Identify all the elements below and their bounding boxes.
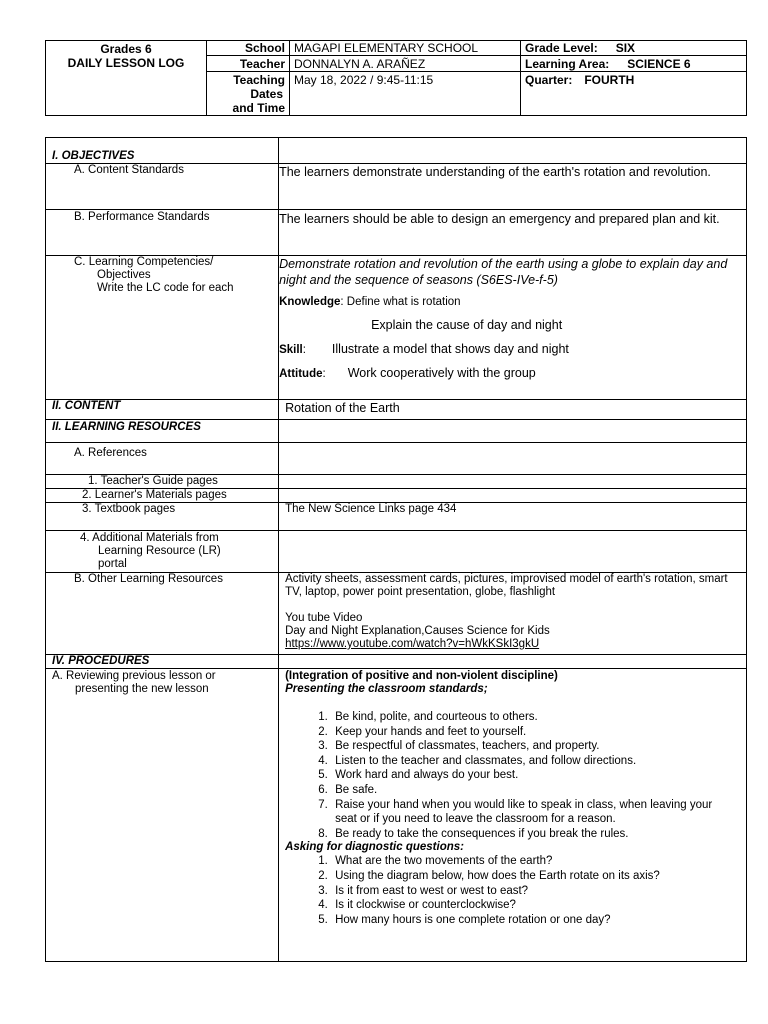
teaching-dates-value: May 18, 2022 / 9:45-11:15 [290,72,521,116]
classroom-standards-list [285,710,738,841]
learning-area-cell [521,56,747,72]
video-title: You tube Video [285,612,363,624]
integration-note: (Integration of positive and non-violent discipline) [285,670,558,682]
school-label: School [207,41,290,56]
competencies-value-cell [279,256,747,400]
list-item: 5. Work hard and always do your best. [331,768,738,783]
log-title: DAILY LESSON LOG [67,56,185,70]
list-item: 7. Raise your hand when you would like to speak in class, when leaving your seat or if you need to leave the classroom for a reason. [331,798,738,827]
grade-title: Grades 6 [100,42,152,56]
performance-standards-label: B. Performance Standards [74,211,210,223]
header-table [45,40,747,116]
additional-label-2: Learning Resource (LR) [98,545,221,557]
teaching-dates-label: Teaching Dates and Time [207,72,290,116]
log-title-cell [46,41,207,116]
additional-label-cell [46,531,279,573]
list-item: 4. Listen to the teacher and classmates, and follow directions. [331,754,738,769]
objectives-heading-right [279,138,747,164]
grade-level-cell [521,41,747,56]
objectives-heading-cell [46,138,279,164]
list-item: 8. Be ready to take the consequences if you break the rules. [331,827,738,842]
textbook-label-cell [46,503,279,531]
presenting-standards: Presenting the classroom standards; [285,683,488,695]
content-standards-label: A. Content Standards [74,164,184,176]
competencies-statement: Demonstrate rotation and revolution of the earth using a globe to explain day and night and the sequence of seasons (S6ES-IVe-f-5) [279,257,728,287]
references-value [279,443,747,475]
other-resources-label: B. Other Learning Resources [74,573,223,585]
list-item: 4. Is it clockwise or counterclockwise? [331,898,738,913]
list-item: 5. How many hours is one complete rotation or one day? [331,913,738,928]
list-item: 1. Be kind, polite, and courteous to others. [331,710,738,725]
content-heading-cell [46,400,279,420]
content-heading: II. CONTENT [52,400,121,412]
other-resources-label-cell [46,573,279,655]
additional-label-1: 4. Additional Materials from [80,532,219,544]
objectives-heading: I. OBJECTIVES [52,150,135,162]
competencies-label-cell [46,256,279,400]
other-resources-value: Activity sheets, assessment cards, pictures, improvised model of earth's rotation, smart TV, laptop, power point presentation, globe, flashlight [285,573,728,598]
performance-standards-value: The learners should be able to design an emergency and prepared plan and kit. [279,210,747,256]
grade-level-label: Grade Level: [525,41,598,55]
procedures-heading-cell [46,655,279,669]
references-label: A. References [74,447,147,459]
content-standards-label-cell [46,164,279,210]
reviewing-label-cell [46,669,279,962]
resources-heading-cell [46,420,279,443]
tg-label-cell [46,475,279,489]
procedures-heading: IV. PROCEDURES [52,655,150,667]
teacher-value: DONNALYN A. ARAÑEZ [290,56,521,72]
content-value: Rotation of the Earth [279,400,747,420]
video-link[interactable]: https://www.youtube.com/watch?v=hWkKSkI3gkU [285,638,540,650]
lm-label-cell [46,489,279,503]
additional-label-3: portal [98,558,127,570]
list-item: 2. Using the diagram below, how does the Earth rotate on its axis? [331,869,738,884]
resources-heading-right [279,420,747,443]
attitude-line: Attitude: Work cooperatively with the group [279,366,536,380]
tg-value [279,475,747,489]
resources-heading: II. LEARNING RESOURCES [52,421,201,433]
content-standards-value: The learners demonstrate understanding of the earth's rotation and revolution. [279,164,747,210]
competencies-label-1: C. Learning Competencies/ [74,256,214,268]
video-description: Day and Night Explanation,Causes Science for Kids [285,625,550,637]
knowledge-line-2: Explain the cause of day and night [371,318,563,332]
reviewing-label-1: A. Reviewing previous lesson or [52,670,216,682]
list-item: 2. Keep your hands and feet to yourself. [331,725,738,740]
knowledge-line: Knowledge: Define what is rotation [279,296,461,308]
teacher-label: Teacher [207,56,290,72]
additional-value [279,531,747,573]
learning-area-label: Learning Area: [525,57,610,71]
procedures-heading-right [279,655,747,669]
references-label-cell [46,443,279,475]
grade-level-value: SIX [615,41,636,55]
list-item: 6. Be safe. [331,783,738,798]
learning-area-value: SCIENCE 6 [627,57,691,71]
quarter-label: Quarter: [525,73,573,87]
diagnostic-heading: Asking for diagnostic questions: [285,841,464,854]
diagnostic-questions-list [285,854,738,927]
list-item: 3. Is it from east to west or west to east? [331,884,738,899]
quarter-value: FOURTH [584,73,635,87]
other-resources-cell [279,573,747,655]
lesson-table [45,137,747,962]
list-item: 3. Be respectful of classmates, teachers, and property. [331,739,738,754]
performance-standards-label-cell [46,210,279,256]
textbook-value: The New Science Links page 434 [279,503,747,531]
list-item: 1. What are the two movements of the earth? [331,854,738,869]
reviewing-value-cell [279,669,747,962]
skill-line: Skill: Illustrate a model that shows day and night [279,342,569,356]
school-value: MAGAPI ELEMENTARY SCHOOL [290,41,521,56]
competencies-label-2: Objectives [97,269,151,281]
competencies-label-3: Write the LC code for each [97,282,234,294]
reviewing-label-2: presenting the new lesson [75,683,209,695]
lm-value [279,489,747,503]
quarter-cell [521,72,747,116]
tg-label: 1. Teacher's Guide pages [88,475,218,487]
lm-label: 2. Learner's Materials pages [82,489,227,501]
textbook-label: 3. Textbook pages [82,503,176,515]
